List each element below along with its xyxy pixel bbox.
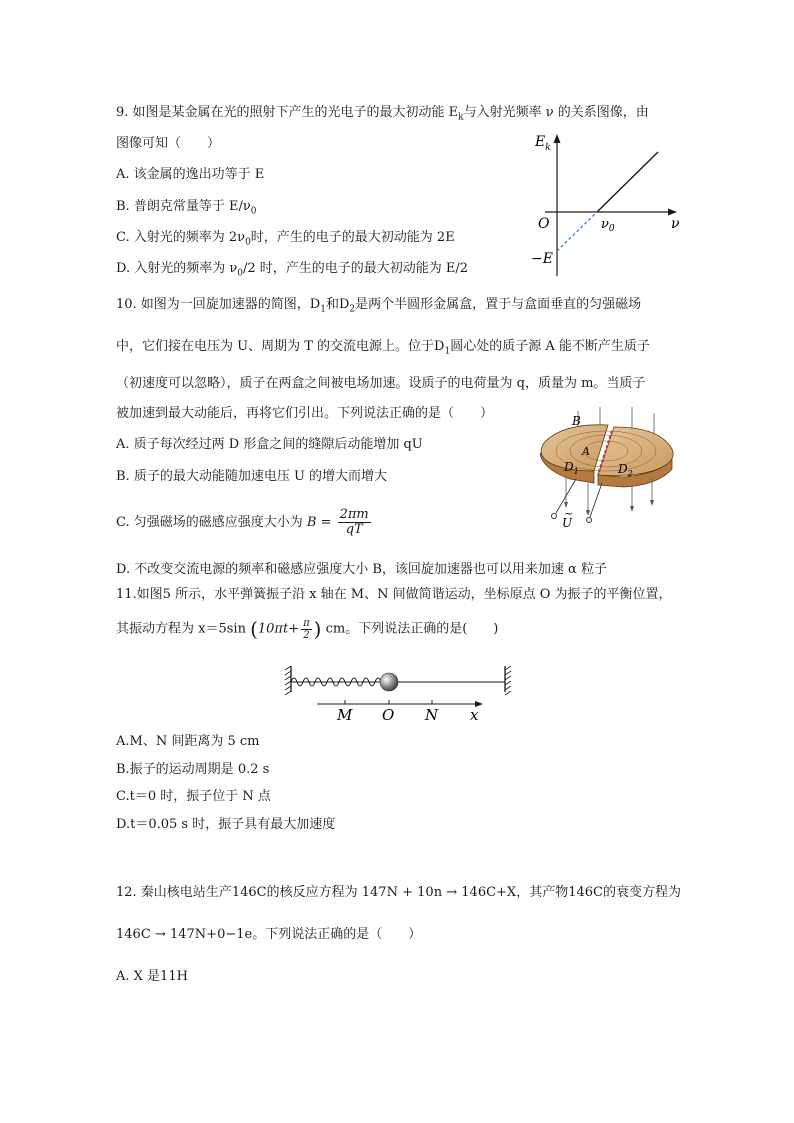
nu0-label: $\nu_0$ (601, 217, 615, 234)
q11-option-b[interactable]: B.振子的运动周期是 0.2 s (116, 762, 270, 777)
label-o: O (382, 706, 395, 724)
label-u: U (562, 516, 573, 530)
oscillator-ball (380, 673, 398, 691)
nuclide-c14-product2-indices: 146 (568, 885, 594, 900)
q11-option-d[interactable]: D.t＝0.05 s 时，振子具有最大加速度 (116, 817, 336, 832)
decay-n-indices: 147 (169, 927, 195, 942)
q11-stem-line1: 11.如图5 所示，水平弹簧振子沿 x 轴在 M、N 间做简谐运动，坐标原点 O 为振子的平衡位置， (116, 587, 672, 602)
left-wall-hatch (285, 666, 291, 695)
terminal (552, 514, 557, 519)
field-arrow (630, 506, 634, 512)
fraction-2pim-qt: $\frac{2\pi m}{qT}$ (339, 507, 369, 537)
q9-option-a[interactable]: A. 该金属的逸出功等于 E (116, 167, 265, 182)
electron-indices: 0−1 (217, 927, 245, 942)
q10-cyclotron-figure (532, 405, 682, 530)
nuclide-n14-indices: 147 (361, 885, 387, 900)
lead-wire (590, 483, 602, 517)
label-m: M (337, 706, 353, 724)
nuclide-c14-indices: 146 (231, 885, 257, 900)
field-arrow (650, 500, 654, 506)
q9-option-b[interactable]: B. 普朗克常量等于 $E/\nu_0$ (116, 199, 257, 217)
fraction-pi-2: $\frac{\pi}{2}$ (303, 617, 310, 641)
label-d2: $D_2$ (618, 462, 633, 478)
label-tilde: ~ (564, 507, 574, 520)
q11-option-c[interactable]: C.t＝0 时，振子位于 N 点 (116, 789, 271, 804)
q11-option-a[interactable]: A.M、N 间距离为 5 cm (116, 734, 260, 749)
q9-ek-graph (525, 128, 685, 280)
field-arrow (586, 510, 590, 516)
neutron-indices: 10 (417, 885, 434, 900)
y-axis-arrow (554, 134, 561, 143)
q9-option-d[interactable]: D. 入射光的频率为 $\nu_0/2$ 时，产生的电子的最大初动能为 E/2 (116, 261, 469, 279)
decay-c-indices: 146 (116, 927, 141, 942)
q11-stem-line2: 其振动方程为 x＝5sin (10πt+ $\frac{\pi}{2}$ ) cm。下列说法正确的是( ) (116, 617, 499, 641)
x-axis-label: ν (671, 216, 680, 232)
q9-stem-line2: 图像可知（ ） (116, 136, 221, 151)
ek-line (597, 152, 658, 212)
q9-stem-line1: 9. 如图是某金属在光的照射下产生的光电子的最大初动能 $E_k$与入射光频率 ν 的关系图像，由 (116, 105, 649, 123)
label-a: A (582, 445, 590, 458)
q10-option-c[interactable]: C. 匀强磁场的磁感应强度大小为 B = $\frac{2\pi m}{qT}$ (116, 507, 369, 537)
nuclide-c14-product-indices: 146 (461, 885, 487, 900)
origin-label: O (538, 216, 550, 232)
q10-option-b[interactable]: B. 质子的最大动能随加速电压 U 的增大而增大 (116, 469, 388, 484)
label-x: x (470, 706, 479, 724)
right-wall-hatch (505, 666, 511, 695)
q12-stem-line1: 12. 秦山核电站生产146C的核反应方程为 147N + 10n → 146C+X，其产物146C的衰变方程为 (116, 885, 681, 900)
label-d1: $D_1$ (564, 460, 579, 476)
q12-stem-line2: 146C → 147N+0−1e。下列说法正确的是（ ） (116, 927, 422, 942)
label-b: B (572, 414, 581, 428)
terminal (587, 518, 592, 523)
hydrogen-indices: 11 (160, 969, 177, 984)
q9-option-c[interactable]: C. 入射光的频率为 $2\nu_0$时，产生的电子的最大初动能为 2E (116, 230, 455, 248)
neg-e-label: −E (531, 251, 553, 267)
q12-option-a[interactable]: A. X 是11H (116, 969, 188, 984)
y-axis-label: $E_k$ (535, 134, 551, 153)
x-axis-arrow (668, 209, 677, 216)
q9-sub-k: k (458, 112, 464, 123)
q10-stem-line2: 中，它们接在电压为 U、周期为 T 的交流电源上。位于$D_1$圆心处的质子源 A 能不断产生质子 (116, 339, 650, 357)
q11-spring-oscillator-figure (283, 662, 518, 726)
q10-option-a[interactable]: A. 质子每次经过两 D 形盒之间的缝隙后动能增加 qU (116, 437, 423, 452)
q10-stem-line3: （初速度可以忽略），质子在两盒之间被电场加速。设质子的电荷量为 q，质量为 m。当质子 (116, 376, 646, 391)
q10-stem-line4: 被加速到最大动能后，再将它们引出。下列说法正确的是（ ） (116, 406, 494, 421)
ek-extension-dashed (557, 212, 597, 251)
label-n: N (425, 706, 439, 724)
q10-option-d[interactable]: D. 不改变交流电源的频率和磁感应强度大小 B，该回旋加速器也可以用来加速 α 粒子 (116, 562, 607, 577)
q10-stem-line1: 10. 如图为一回旋加速器的简图，$D_1$和$D_2$是两个半圆形金属盒，置于与盒面垂直的匀强磁场 (116, 297, 642, 315)
